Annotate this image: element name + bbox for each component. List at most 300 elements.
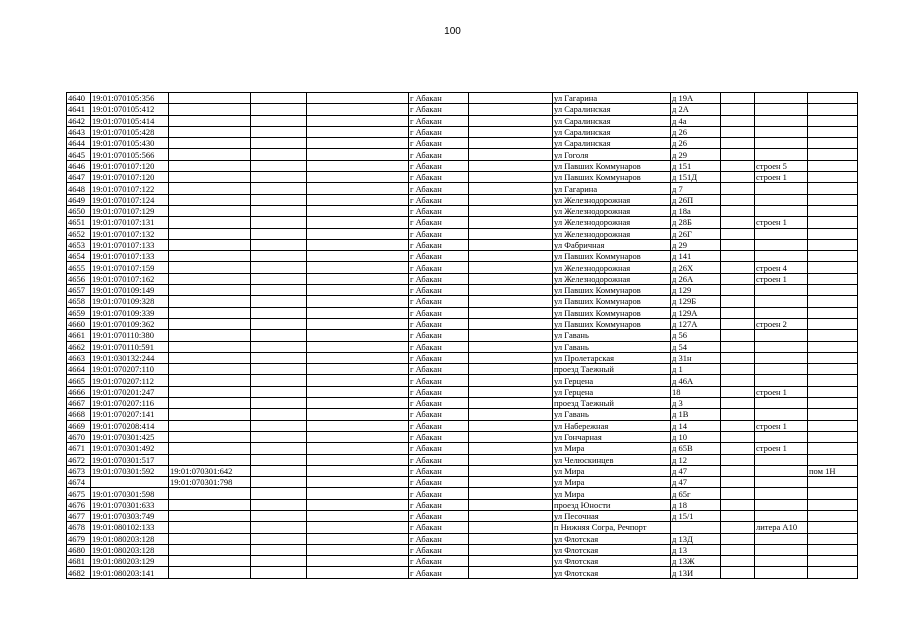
cell-building bbox=[755, 104, 808, 115]
cell-street: ул Челюскинцев bbox=[553, 454, 671, 465]
table-row bbox=[67, 160, 858, 171]
cell-premises bbox=[808, 285, 858, 296]
cell-col-4 bbox=[251, 318, 307, 329]
cell-premises bbox=[808, 104, 858, 115]
cell-col-10 bbox=[721, 307, 755, 318]
cell-city: г Абакан bbox=[409, 454, 469, 465]
cell-col-10 bbox=[721, 510, 755, 521]
table-row bbox=[67, 126, 858, 137]
cell-col-10 bbox=[721, 488, 755, 499]
cell-house: д 47 bbox=[671, 465, 721, 476]
cell-house: д 129 bbox=[671, 285, 721, 296]
cell-cadastral-number: 19:01:070107:129 bbox=[91, 205, 169, 216]
cell-col-10 bbox=[721, 228, 755, 239]
cell-secondary-cadastral-number bbox=[169, 104, 251, 115]
cell-col-10 bbox=[721, 251, 755, 262]
registry-table bbox=[66, 92, 858, 579]
cell-building: строен 1 bbox=[755, 172, 808, 183]
cell-city: г Абакан bbox=[409, 522, 469, 533]
cell-house: д 47 bbox=[671, 477, 721, 488]
cell-building bbox=[755, 194, 808, 205]
cell-col-7 bbox=[469, 296, 553, 307]
cell-street: ул Железнодорожная bbox=[553, 217, 671, 228]
table-row bbox=[67, 352, 858, 363]
cell-city: г Абакан bbox=[409, 217, 469, 228]
cell-row-number: 4649 bbox=[67, 194, 91, 205]
cell-col-10 bbox=[721, 522, 755, 533]
table-row bbox=[67, 375, 858, 386]
cell-col-5 bbox=[307, 228, 409, 239]
cell-secondary-cadastral-number bbox=[169, 409, 251, 420]
cell-col-5 bbox=[307, 104, 409, 115]
cell-city: г Абакан bbox=[409, 262, 469, 273]
cell-col-10 bbox=[721, 285, 755, 296]
table-row bbox=[67, 307, 858, 318]
cell-col-7 bbox=[469, 228, 553, 239]
cell-building bbox=[755, 431, 808, 442]
cell-city: г Абакан bbox=[409, 499, 469, 510]
cell-col-4 bbox=[251, 251, 307, 262]
cell-col-7 bbox=[469, 431, 553, 442]
cell-secondary-cadastral-number bbox=[169, 183, 251, 194]
cell-col-5 bbox=[307, 465, 409, 476]
cell-street: ул Железнодорожная bbox=[553, 262, 671, 273]
cell-col-7 bbox=[469, 488, 553, 499]
cell-city: г Абакан bbox=[409, 420, 469, 431]
cell-col-10 bbox=[721, 273, 755, 284]
table-row bbox=[67, 409, 858, 420]
cell-city: г Абакан bbox=[409, 183, 469, 194]
cell-row-number: 4652 bbox=[67, 228, 91, 239]
table-row bbox=[67, 556, 858, 567]
cell-col-7 bbox=[469, 160, 553, 171]
cell-building bbox=[755, 398, 808, 409]
cell-premises bbox=[808, 522, 858, 533]
cell-street: ул Гагарина bbox=[553, 183, 671, 194]
cell-premises bbox=[808, 409, 858, 420]
cell-col-10 bbox=[721, 318, 755, 329]
cell-cadastral-number: 19:01:070207:110 bbox=[91, 364, 169, 375]
cell-col-5 bbox=[307, 251, 409, 262]
cell-secondary-cadastral-number bbox=[169, 386, 251, 397]
cell-city: г Абакан bbox=[409, 465, 469, 476]
cell-street: ул Набережная bbox=[553, 420, 671, 431]
cell-building bbox=[755, 364, 808, 375]
cell-row-number: 4676 bbox=[67, 499, 91, 510]
cell-house: д 1 bbox=[671, 364, 721, 375]
cell-house: д 2А bbox=[671, 104, 721, 115]
cell-premises bbox=[808, 477, 858, 488]
cell-row-number: 4645 bbox=[67, 149, 91, 160]
cell-building bbox=[755, 149, 808, 160]
cell-col-5 bbox=[307, 420, 409, 431]
table-row bbox=[67, 533, 858, 544]
cell-city: г Абакан bbox=[409, 398, 469, 409]
cell-row-number: 4675 bbox=[67, 488, 91, 499]
cell-premises bbox=[808, 296, 858, 307]
cell-street: ул Гагарина bbox=[553, 93, 671, 104]
table-row bbox=[67, 522, 858, 533]
cell-building bbox=[755, 285, 808, 296]
cell-row-number: 4667 bbox=[67, 398, 91, 409]
cell-premises: пом 1Н bbox=[808, 465, 858, 476]
registry-body bbox=[67, 93, 858, 579]
cell-building bbox=[755, 341, 808, 352]
table-row bbox=[67, 138, 858, 149]
cell-house: д 26 bbox=[671, 126, 721, 137]
cell-premises bbox=[808, 556, 858, 567]
cell-city: г Абакан bbox=[409, 239, 469, 250]
cell-secondary-cadastral-number bbox=[169, 510, 251, 521]
cell-cadastral-number: 19:01:070208:414 bbox=[91, 420, 169, 431]
cell-house: д 14 bbox=[671, 420, 721, 431]
cell-col-4 bbox=[251, 454, 307, 465]
cell-col-5 bbox=[307, 126, 409, 137]
cell-row-number: 4668 bbox=[67, 409, 91, 420]
table-row bbox=[67, 499, 858, 510]
cell-col-7 bbox=[469, 93, 553, 104]
cell-col-7 bbox=[469, 477, 553, 488]
cell-premises bbox=[808, 533, 858, 544]
cell-secondary-cadastral-number bbox=[169, 398, 251, 409]
cell-building bbox=[755, 115, 808, 126]
cell-col-5 bbox=[307, 364, 409, 375]
cell-street: ул Фабричная bbox=[553, 239, 671, 250]
table-row bbox=[67, 228, 858, 239]
cell-col-4 bbox=[251, 149, 307, 160]
cell-premises bbox=[808, 510, 858, 521]
cell-street: проезд Таежный bbox=[553, 398, 671, 409]
cell-city: г Абакан bbox=[409, 93, 469, 104]
cell-col-4 bbox=[251, 488, 307, 499]
cell-street: ул Флотская bbox=[553, 544, 671, 555]
cell-city: г Абакан bbox=[409, 409, 469, 420]
cell-col-4 bbox=[251, 330, 307, 341]
cell-house: д 7 bbox=[671, 183, 721, 194]
cell-col-10 bbox=[721, 409, 755, 420]
cell-row-number: 4659 bbox=[67, 307, 91, 318]
cell-row-number: 4671 bbox=[67, 443, 91, 454]
cell-col-10 bbox=[721, 172, 755, 183]
cell-col-10 bbox=[721, 239, 755, 250]
cell-premises bbox=[808, 499, 858, 510]
cell-house: д 12 bbox=[671, 454, 721, 465]
table-row bbox=[67, 330, 858, 341]
cell-col-7 bbox=[469, 375, 553, 386]
cell-street: ул Павших Коммунаров bbox=[553, 307, 671, 318]
cell-col-4 bbox=[251, 567, 307, 578]
cell-building: строен 1 bbox=[755, 443, 808, 454]
cell-col-10 bbox=[721, 296, 755, 307]
cell-col-4 bbox=[251, 465, 307, 476]
cell-secondary-cadastral-number bbox=[169, 375, 251, 386]
cell-secondary-cadastral-number bbox=[169, 138, 251, 149]
cell-col-7 bbox=[469, 183, 553, 194]
cell-col-5 bbox=[307, 273, 409, 284]
cell-col-5 bbox=[307, 488, 409, 499]
cell-secondary-cadastral-number bbox=[169, 228, 251, 239]
cell-col-7 bbox=[469, 409, 553, 420]
cell-cadastral-number: 19:01:070105:430 bbox=[91, 138, 169, 149]
cell-building: строен 1 bbox=[755, 386, 808, 397]
cell-secondary-cadastral-number bbox=[169, 239, 251, 250]
cell-col-10 bbox=[721, 454, 755, 465]
cell-col-5 bbox=[307, 499, 409, 510]
cell-col-5 bbox=[307, 183, 409, 194]
cell-col-10 bbox=[721, 262, 755, 273]
cell-row-number: 4666 bbox=[67, 386, 91, 397]
cell-col-4 bbox=[251, 307, 307, 318]
cell-street: ул Флотская bbox=[553, 567, 671, 578]
cell-building: строен 4 bbox=[755, 262, 808, 273]
cell-col-10 bbox=[721, 115, 755, 126]
cell-building: строен 1 bbox=[755, 420, 808, 431]
cell-col-5 bbox=[307, 307, 409, 318]
cell-premises bbox=[808, 160, 858, 171]
cell-col-10 bbox=[721, 160, 755, 171]
cell-house: д 46А bbox=[671, 375, 721, 386]
cell-col-4 bbox=[251, 285, 307, 296]
cell-secondary-cadastral-number bbox=[169, 488, 251, 499]
cell-col-5 bbox=[307, 194, 409, 205]
cell-col-4 bbox=[251, 386, 307, 397]
cell-col-7 bbox=[469, 522, 553, 533]
cell-col-7 bbox=[469, 149, 553, 160]
cell-row-number: 4650 bbox=[67, 205, 91, 216]
cell-city: г Абакан bbox=[409, 352, 469, 363]
cell-col-7 bbox=[469, 205, 553, 216]
cell-col-5 bbox=[307, 239, 409, 250]
cell-col-5 bbox=[307, 510, 409, 521]
cell-premises bbox=[808, 488, 858, 499]
cell-col-7 bbox=[469, 567, 553, 578]
cell-city: г Абакан bbox=[409, 251, 469, 262]
cell-house: д 26П bbox=[671, 194, 721, 205]
cell-building bbox=[755, 544, 808, 555]
cell-city: г Абакан bbox=[409, 307, 469, 318]
cell-building bbox=[755, 533, 808, 544]
cell-col-5 bbox=[307, 296, 409, 307]
cell-city: г Абакан bbox=[409, 296, 469, 307]
table-row bbox=[67, 115, 858, 126]
cell-col-5 bbox=[307, 567, 409, 578]
cell-col-10 bbox=[721, 398, 755, 409]
cell-cadastral-number: 19:01:070301:592 bbox=[91, 465, 169, 476]
table-row bbox=[67, 93, 858, 104]
cell-col-10 bbox=[721, 567, 755, 578]
cell-cadastral-number: 19:01:080203:128 bbox=[91, 533, 169, 544]
cell-secondary-cadastral-number bbox=[169, 431, 251, 442]
cell-col-4 bbox=[251, 296, 307, 307]
table-row bbox=[67, 273, 858, 284]
cell-col-5 bbox=[307, 262, 409, 273]
cell-house: д 65В bbox=[671, 443, 721, 454]
cell-col-7 bbox=[469, 398, 553, 409]
cell-cadastral-number: 19:01:070303:749 bbox=[91, 510, 169, 521]
cell-city: г Абакан bbox=[409, 273, 469, 284]
cell-col-4 bbox=[251, 228, 307, 239]
cell-secondary-cadastral-number bbox=[169, 93, 251, 104]
cell-cadastral-number: 19:01:080102:133 bbox=[91, 522, 169, 533]
cell-premises bbox=[808, 318, 858, 329]
cell-street: ул Мира bbox=[553, 443, 671, 454]
table-row bbox=[67, 420, 858, 431]
cell-secondary-cadastral-number bbox=[169, 273, 251, 284]
cell-cadastral-number: 19:01:030132:244 bbox=[91, 352, 169, 363]
cell-house: д 29 bbox=[671, 149, 721, 160]
cell-row-number: 4643 bbox=[67, 126, 91, 137]
cell-col-4 bbox=[251, 477, 307, 488]
cell-street: ул Павших Коммунаров bbox=[553, 285, 671, 296]
cell-row-number: 4674 bbox=[67, 477, 91, 488]
cell-street: ул Павших Коммунаров bbox=[553, 172, 671, 183]
cell-building bbox=[755, 465, 808, 476]
cell-col-10 bbox=[721, 465, 755, 476]
cell-col-4 bbox=[251, 341, 307, 352]
cell-col-10 bbox=[721, 217, 755, 228]
cell-col-4 bbox=[251, 431, 307, 442]
cell-secondary-cadastral-number bbox=[169, 160, 251, 171]
cell-city: г Абакан bbox=[409, 341, 469, 352]
cell-secondary-cadastral-number bbox=[169, 364, 251, 375]
cell-row-number: 4642 bbox=[67, 115, 91, 126]
cell-street: ул Гавань bbox=[553, 409, 671, 420]
table-row bbox=[67, 544, 858, 555]
cell-col-4 bbox=[251, 420, 307, 431]
cell-col-7 bbox=[469, 533, 553, 544]
cell-street: п Нижняя Согра, Речпорт bbox=[553, 522, 671, 533]
cell-row-number: 4681 bbox=[67, 556, 91, 567]
cell-row-number: 4663 bbox=[67, 352, 91, 363]
cell-cadastral-number: 19:01:080203:128 bbox=[91, 544, 169, 555]
cell-premises bbox=[808, 183, 858, 194]
cell-street: ул Павших Коммунаров bbox=[553, 160, 671, 171]
cell-street: ул Саралинская bbox=[553, 126, 671, 137]
cell-city: г Абакан bbox=[409, 533, 469, 544]
cell-street: ул Железнодорожная bbox=[553, 194, 671, 205]
cell-col-5 bbox=[307, 386, 409, 397]
cell-col-10 bbox=[721, 205, 755, 216]
cell-building bbox=[755, 93, 808, 104]
cell-secondary-cadastral-number bbox=[169, 341, 251, 352]
cell-building: строен 2 bbox=[755, 318, 808, 329]
cell-premises bbox=[808, 544, 858, 555]
cell-row-number: 4656 bbox=[67, 273, 91, 284]
cell-building bbox=[755, 409, 808, 420]
cell-row-number: 4644 bbox=[67, 138, 91, 149]
cell-cadastral-number: 19:01:070207:112 bbox=[91, 375, 169, 386]
cell-house: д 129А bbox=[671, 307, 721, 318]
cell-secondary-cadastral-number bbox=[169, 126, 251, 137]
cell-col-10 bbox=[721, 431, 755, 442]
cell-secondary-cadastral-number bbox=[169, 499, 251, 510]
cell-col-5 bbox=[307, 398, 409, 409]
cell-row-number: 4678 bbox=[67, 522, 91, 533]
cell-row-number: 4679 bbox=[67, 533, 91, 544]
cell-street: ул Гоголя bbox=[553, 149, 671, 160]
cell-col-5 bbox=[307, 160, 409, 171]
cell-col-5 bbox=[307, 375, 409, 386]
cell-row-number: 4646 bbox=[67, 160, 91, 171]
cell-house: д 129Б bbox=[671, 296, 721, 307]
cell-secondary-cadastral-number bbox=[169, 307, 251, 318]
cell-secondary-cadastral-number bbox=[169, 330, 251, 341]
cell-building bbox=[755, 138, 808, 149]
cell-secondary-cadastral-number bbox=[169, 262, 251, 273]
cell-col-10 bbox=[721, 420, 755, 431]
cell-row-number: 4680 bbox=[67, 544, 91, 555]
cell-row-number: 4657 bbox=[67, 285, 91, 296]
cell-street: ул Пролетарская bbox=[553, 352, 671, 363]
cell-house bbox=[671, 522, 721, 533]
cell-premises bbox=[808, 307, 858, 318]
cell-col-7 bbox=[469, 330, 553, 341]
cell-city: г Абакан bbox=[409, 431, 469, 442]
cell-col-4 bbox=[251, 510, 307, 521]
cell-row-number: 4641 bbox=[67, 104, 91, 115]
cell-secondary-cadastral-number bbox=[169, 454, 251, 465]
cell-col-7 bbox=[469, 217, 553, 228]
cell-secondary-cadastral-number bbox=[169, 522, 251, 533]
cell-secondary-cadastral-number bbox=[169, 115, 251, 126]
cell-row-number: 4672 bbox=[67, 454, 91, 465]
cell-street: ул Герцена bbox=[553, 375, 671, 386]
cell-col-10 bbox=[721, 341, 755, 352]
cell-col-5 bbox=[307, 138, 409, 149]
cell-city: г Абакан bbox=[409, 104, 469, 115]
cell-col-5 bbox=[307, 352, 409, 363]
cell-secondary-cadastral-number bbox=[169, 556, 251, 567]
cell-col-7 bbox=[469, 465, 553, 476]
cell-row-number: 4669 bbox=[67, 420, 91, 431]
table-row bbox=[67, 477, 858, 488]
cell-col-4 bbox=[251, 544, 307, 555]
cell-cadastral-number: 19:01:070107:132 bbox=[91, 228, 169, 239]
cell-building: литера А10 bbox=[755, 522, 808, 533]
cell-premises bbox=[808, 115, 858, 126]
cell-house: д 13Ж bbox=[671, 556, 721, 567]
cell-street: ул Гончарная bbox=[553, 431, 671, 442]
cell-row-number: 4640 bbox=[67, 93, 91, 104]
cell-col-10 bbox=[721, 194, 755, 205]
table-row bbox=[67, 183, 858, 194]
table-row bbox=[67, 364, 858, 375]
cell-row-number: 4660 bbox=[67, 318, 91, 329]
cell-street: ул Железнодорожная bbox=[553, 228, 671, 239]
cell-premises bbox=[808, 330, 858, 341]
cell-city: г Абакан bbox=[409, 149, 469, 160]
cell-secondary-cadastral-number: 19:01:070301:798 bbox=[169, 477, 251, 488]
cell-row-number: 4654 bbox=[67, 251, 91, 262]
cell-cadastral-number: 19:01:070107:159 bbox=[91, 262, 169, 273]
cell-col-10 bbox=[721, 544, 755, 555]
cell-secondary-cadastral-number bbox=[169, 544, 251, 555]
table-row bbox=[67, 239, 858, 250]
cell-col-5 bbox=[307, 172, 409, 183]
cell-house: д 18а bbox=[671, 205, 721, 216]
cell-cadastral-number: 19:01:070301:598 bbox=[91, 488, 169, 499]
cell-house: д 127А bbox=[671, 318, 721, 329]
cell-building bbox=[755, 239, 808, 250]
cell-secondary-cadastral-number bbox=[169, 352, 251, 363]
cell-premises bbox=[808, 239, 858, 250]
table-row bbox=[67, 443, 858, 454]
cell-col-7 bbox=[469, 454, 553, 465]
cell-col-4 bbox=[251, 499, 307, 510]
cell-cadastral-number: 19:01:070109:362 bbox=[91, 318, 169, 329]
cell-street: ул Песочная bbox=[553, 510, 671, 521]
cell-col-5 bbox=[307, 115, 409, 126]
